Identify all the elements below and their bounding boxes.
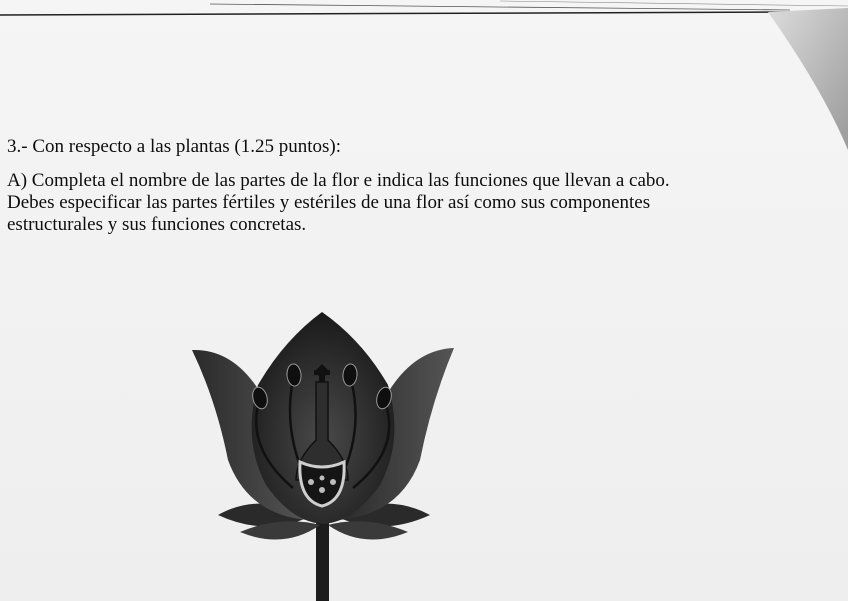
instruction-line: Debes especificar las partes fértiles y estériles de una flor así como sus componentes — [7, 192, 651, 213]
stem — [316, 515, 329, 601]
top-page-edge — [0, 0, 848, 22]
instruction-line: estructurales y sus funciones concretas. — [7, 214, 307, 235]
question-heading: 3.- Con respecto a las plantas (1.25 puntos): — [7, 136, 342, 157]
question-block — [7, 136, 807, 236]
flower-diagram — [188, 310, 460, 601]
question-instructions — [7, 170, 807, 236]
instruction-line: A) Completa el nombre de las partes de la flor e indica las funciones que llevan a cabo. — [7, 170, 670, 191]
